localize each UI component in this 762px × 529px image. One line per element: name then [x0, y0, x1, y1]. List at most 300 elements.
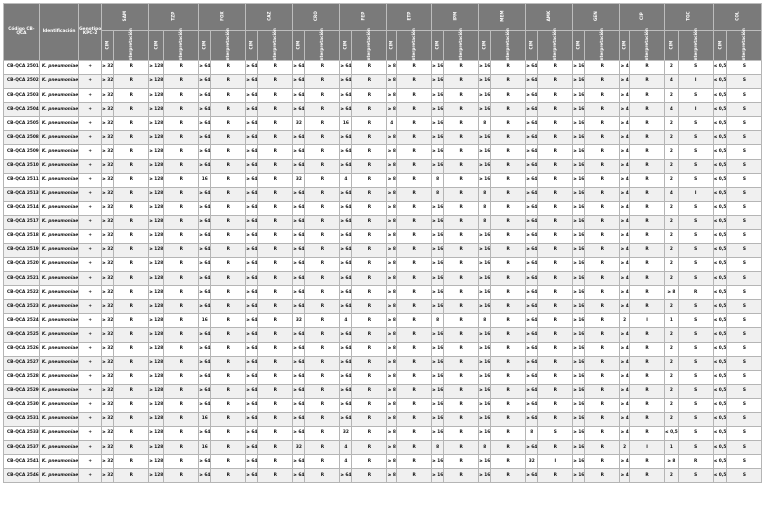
mic-value-cell: ≥ 16 [573, 342, 585, 356]
mic-value-cell: ≤ 0,5 [713, 173, 727, 187]
interpretation-cell: R [258, 427, 293, 441]
mic-value-cell: ≥ 8 [387, 159, 397, 173]
genotype-cell: + [79, 244, 102, 258]
subheader-interpretacion [164, 27, 199, 62]
mic-value-cell: ≤ 0,5 [713, 131, 727, 145]
interpretation-cell: R [585, 398, 620, 412]
mic-value-cell: ≥ 64 [526, 469, 538, 483]
interpretation-cell: S [678, 131, 713, 145]
antibiotic-label: GEN [593, 11, 599, 22]
mic-value-cell: ≥ 4 [620, 201, 630, 215]
mic-value-cell: 2 [620, 314, 630, 328]
strain-code-cell: CB-QCA 2546 [4, 469, 40, 483]
interpretation-cell: R [444, 384, 479, 398]
table-row [4, 412, 762, 426]
interpretation-cell: R [352, 328, 387, 342]
mic-value-cell: ≤ 0,5 [713, 370, 727, 384]
mic-value-cell: 2 [665, 258, 679, 272]
mic-value-cell: ≥ 64 [526, 89, 538, 103]
mic-value-cell: ≥ 128 [149, 286, 164, 300]
mic-value-cell: ≥ 4 [620, 145, 630, 159]
mic-value-cell: ≥ 32 [102, 244, 114, 258]
subheader-interpretacion [491, 27, 526, 62]
interpretation-cell: R [630, 300, 665, 314]
interpretation-cell: R [164, 286, 199, 300]
strain-code-cell: CB-QCA 2518 [4, 229, 40, 243]
interpretation-cell: R [585, 427, 620, 441]
strain-code-cell: CB-QCA 2528 [4, 370, 40, 384]
mic-value-cell: ≥ 64 [526, 300, 538, 314]
identification-cell: K. pneumoniae [39, 159, 78, 173]
interpretation-cell: R [397, 229, 432, 243]
mic-value-cell: 16 [199, 173, 211, 187]
mic-value-cell: 2 [665, 201, 679, 215]
mic-value-cell: ≥ 64 [526, 384, 538, 398]
subheader-label: CIM [295, 40, 301, 50]
mic-value-cell: ≥ 64 [340, 89, 352, 103]
subheader-cim [620, 31, 630, 61]
interpretation-cell: I [678, 75, 713, 89]
interpretation-cell: R [444, 272, 479, 286]
interpretation-cell: R [211, 412, 246, 426]
antibiotic-label: TZP [170, 11, 176, 21]
mic-value-cell: ≥ 64 [199, 187, 211, 201]
mic-value-cell: ≥ 32 [102, 286, 114, 300]
interpretation-cell: R [164, 159, 199, 173]
mic-value-cell: 2 [665, 300, 679, 314]
interpretation-cell: S [727, 75, 762, 89]
antibiotic-label: COL [734, 11, 740, 21]
interpretation-cell: R [164, 412, 199, 426]
mic-value-cell: ≥ 128 [149, 427, 164, 441]
mic-value-cell: ≥ 8 [387, 61, 397, 75]
interpretation-cell: R [211, 159, 246, 173]
mic-value-cell: 2 [665, 215, 679, 229]
interpretation-cell: R [211, 342, 246, 356]
mic-value-cell: ≥ 128 [149, 384, 164, 398]
interpretation-cell: R [211, 131, 246, 145]
table-row [4, 131, 762, 145]
interpretation-cell: R [491, 300, 526, 314]
mic-value-cell: ≥ 64 [246, 117, 258, 131]
genotype-cell: + [79, 89, 102, 103]
interpretation-cell: R [305, 215, 340, 229]
interpretation-cell: R [678, 455, 713, 469]
mic-value-cell: ≥ 32 [102, 384, 114, 398]
interpretation-cell: R [491, 215, 526, 229]
interpretation-cell: R [352, 469, 387, 483]
interpretation-cell: S [727, 187, 762, 201]
interpretation-cell: R [630, 272, 665, 286]
mic-value-cell: ≥ 4 [620, 173, 630, 187]
mic-value-cell: ≥ 4 [620, 455, 630, 469]
interpretation-cell: R [305, 103, 340, 117]
interpretation-cell: R [585, 215, 620, 229]
mic-value-cell: ≥ 32 [102, 117, 114, 131]
mic-value-cell: ≥ 32 [102, 469, 114, 483]
mic-value-cell: ≥ 32 [102, 89, 114, 103]
mic-value-cell: ≥ 32 [102, 427, 114, 441]
interpretation-cell: R [585, 244, 620, 258]
mic-value-cell: ≥ 16 [479, 384, 491, 398]
interpretation-cell: R [114, 370, 149, 384]
identification-cell: K. pneumoniae [39, 103, 78, 117]
mic-value-cell: 32 [293, 441, 305, 455]
strain-code-cell: CB-QCA 2521 [4, 272, 40, 286]
interpretation-cell: R [444, 103, 479, 117]
mic-value-cell: ≥ 64 [246, 314, 258, 328]
interpretation-cell: R [305, 314, 340, 328]
interpretation-cell: R [114, 469, 149, 483]
interpretation-cell: R [538, 412, 573, 426]
interpretation-cell: S [678, 356, 713, 370]
interpretation-cell: R [491, 61, 526, 75]
interpretation-cell: S [678, 398, 713, 412]
interpretation-cell: R [491, 229, 526, 243]
mic-value-cell: ≥ 128 [149, 145, 164, 159]
interpretation-cell: R [258, 131, 293, 145]
mic-value-cell: 8 [432, 441, 444, 455]
interpretation-cell: R [305, 356, 340, 370]
interpretation-cell: R [491, 328, 526, 342]
interpretation-cell: R [258, 89, 293, 103]
genotype-cell: + [79, 300, 102, 314]
genotype-cell: + [79, 201, 102, 215]
interpretation-cell: R [444, 244, 479, 258]
identification-cell: K. pneumoniae [39, 145, 78, 159]
mic-value-cell: ≥ 16 [573, 300, 585, 314]
subheader-label: Interpretación [552, 27, 558, 62]
mic-value-cell: ≥ 32 [102, 455, 114, 469]
mic-value-cell: ≥ 64 [246, 75, 258, 89]
interpretation-cell: R [444, 455, 479, 469]
identification-cell: K. pneumoniae [39, 455, 78, 469]
interpretation-cell: R [585, 314, 620, 328]
mic-value-cell: ≥ 16 [479, 61, 491, 75]
mic-value-cell: ≥ 16 [573, 173, 585, 187]
mic-value-cell: ≥ 16 [432, 384, 444, 398]
mic-value-cell: ≥ 4 [620, 89, 630, 103]
subheader-interpretacion [444, 27, 479, 62]
header-antibiotic [340, 4, 387, 31]
interpretation-cell: S [727, 342, 762, 356]
interpretation-cell: S [727, 145, 762, 159]
interpretation-cell: R [305, 159, 340, 173]
mic-value-cell: ≥ 64 [293, 356, 305, 370]
interpretation-cell: R [352, 103, 387, 117]
mic-value-cell: 8 [479, 187, 491, 201]
mic-value-cell: ≥ 8 [387, 215, 397, 229]
interpretation-cell: R [352, 75, 387, 89]
interpretation-cell: R [585, 131, 620, 145]
table-row [4, 272, 762, 286]
interpretation-cell: R [114, 244, 149, 258]
subheader-label: CIM [668, 40, 674, 50]
mic-value-cell: ≥ 64 [526, 258, 538, 272]
interpretation-cell: R [114, 229, 149, 243]
mic-value-cell: ≥ 128 [149, 215, 164, 229]
interpretation-cell: R [444, 131, 479, 145]
interpretation-cell: S [727, 159, 762, 173]
interpretation-cell: R [538, 229, 573, 243]
strain-code-cell: CB-QCA 2523 [4, 300, 40, 314]
mic-value-cell: ≥ 4 [620, 215, 630, 229]
interpretation-cell: S [678, 370, 713, 384]
genotype-cell: + [79, 75, 102, 89]
interpretation-cell: R [585, 117, 620, 131]
mic-value-cell: ≥ 128 [149, 258, 164, 272]
mic-value-cell: ≥ 32 [102, 131, 114, 145]
interpretation-cell: R [538, 145, 573, 159]
mic-value-cell: ≥ 64 [340, 370, 352, 384]
mic-value-cell: ≥ 64 [199, 469, 211, 483]
subheader-label: CIM [201, 40, 207, 50]
mic-value-cell: ≥ 32 [102, 187, 114, 201]
mic-value-cell: ≥ 16 [573, 314, 585, 328]
interpretation-cell: R [305, 370, 340, 384]
identification-cell: K. pneumoniae [39, 427, 78, 441]
table-row [4, 286, 762, 300]
genotype-cell: + [79, 131, 102, 145]
mic-value-cell: ≥ 32 [102, 173, 114, 187]
antibiotic-label: AMK [546, 10, 552, 22]
interpretation-cell: R [305, 469, 340, 483]
interpretation-cell: R [258, 145, 293, 159]
antibiotic-label: FEP [360, 11, 366, 21]
mic-value-cell: ≥ 32 [102, 342, 114, 356]
mic-value-cell: ≥ 64 [246, 131, 258, 145]
mic-value-cell: ≥ 4 [620, 244, 630, 258]
mic-value-cell: ≥ 64 [199, 286, 211, 300]
interpretation-cell: S [727, 215, 762, 229]
mic-value-cell: ≥ 8 [387, 187, 397, 201]
interpretation-cell: R [305, 455, 340, 469]
interpretation-cell: R [397, 455, 432, 469]
mic-value-cell: ≥ 32 [102, 201, 114, 215]
mic-value-cell: ≥ 8 [387, 103, 397, 117]
interpretation-cell: R [352, 342, 387, 356]
interpretation-cell: R [258, 286, 293, 300]
mic-value-cell: ≥ 16 [573, 398, 585, 412]
interpretation-cell: R [630, 229, 665, 243]
mic-value-cell: ≥ 16 [432, 117, 444, 131]
mic-value-cell: ≥ 16 [573, 455, 585, 469]
mic-value-cell: ≥ 64 [340, 61, 352, 75]
interpretation-cell: R [114, 398, 149, 412]
mic-value-cell: ≥ 32 [102, 300, 114, 314]
subheader-label: CIM [104, 40, 110, 50]
mic-value-cell: ≥ 64 [293, 215, 305, 229]
interpretation-cell: S [727, 469, 762, 483]
interpretation-cell: R [444, 159, 479, 173]
genotype-cell: + [79, 427, 102, 441]
mic-value-cell: ≥ 64 [526, 356, 538, 370]
antibiotic-label: CRO [313, 11, 319, 22]
interpretation-cell: R [164, 441, 199, 455]
mic-value-cell: ≥ 32 [102, 370, 114, 384]
mic-value-cell: ≥ 64 [293, 384, 305, 398]
mic-value-cell: 4 [387, 117, 397, 131]
mic-value-cell: 2 [665, 89, 679, 103]
interpretation-cell: R [491, 314, 526, 328]
interpretation-cell: R [305, 244, 340, 258]
interpretation-cell: R [305, 89, 340, 103]
interpretation-cell: R [352, 356, 387, 370]
mic-value-cell: ≥ 16 [479, 131, 491, 145]
antibiotic-label: TGC [685, 11, 691, 21]
mic-value-cell: 2 [665, 131, 679, 145]
mic-value-cell: 2 [665, 356, 679, 370]
table-header [4, 4, 762, 61]
mic-value-cell: ≥ 4 [620, 131, 630, 145]
interpretation-cell: R [538, 314, 573, 328]
mic-value-cell: ≥ 128 [149, 201, 164, 215]
subheader-label: CIM [342, 40, 348, 50]
interpretation-cell: R [352, 412, 387, 426]
mic-value-cell: ≥ 8 [387, 229, 397, 243]
mic-value-cell: ≥ 64 [340, 187, 352, 201]
interpretation-cell: R [164, 187, 199, 201]
mic-value-cell: ≥ 4 [620, 272, 630, 286]
interpretation-cell: R [538, 258, 573, 272]
mic-value-cell: ≥ 64 [340, 145, 352, 159]
interpretation-cell: R [114, 215, 149, 229]
interpretation-cell: R [352, 201, 387, 215]
interpretation-cell: R [444, 215, 479, 229]
antibiotic-label: CIP [639, 12, 645, 21]
interpretation-cell: R [397, 215, 432, 229]
interpretation-cell: R [114, 145, 149, 159]
mic-value-cell: ≥ 16 [479, 286, 491, 300]
table-body [4, 61, 762, 483]
mic-value-cell: ≥ 16 [573, 356, 585, 370]
identification-cell: K. pneumoniae [39, 229, 78, 243]
mic-value-cell: ≥ 64 [340, 75, 352, 89]
mic-value-cell: ≥ 64 [199, 89, 211, 103]
interpretation-cell: R [585, 286, 620, 300]
mic-value-cell: 1 [665, 314, 679, 328]
interpretation-cell: S [727, 314, 762, 328]
interpretation-cell: R [258, 258, 293, 272]
interpretation-cell: R [397, 117, 432, 131]
header-antibiotic [479, 4, 526, 31]
subheader-cim [387, 31, 397, 61]
mic-value-cell: ≥ 64 [293, 201, 305, 215]
interpretation-cell: R [258, 412, 293, 426]
mic-value-cell: 2 [665, 398, 679, 412]
interpretation-cell: R [258, 300, 293, 314]
subheader-interpretacion [352, 27, 387, 62]
subheader-label: Interpretación [272, 27, 278, 62]
mic-value-cell: ≥ 16 [432, 328, 444, 342]
subheader-interpretacion [630, 27, 665, 62]
mic-value-cell: 2 [665, 342, 679, 356]
mic-value-cell: ≥ 128 [149, 187, 164, 201]
mic-value-cell: ≥ 16 [573, 286, 585, 300]
identification-cell: K. pneumoniae [39, 61, 78, 75]
identification-cell: K. pneumoniae [39, 187, 78, 201]
genotype-cell: + [79, 370, 102, 384]
interpretation-cell: R [258, 187, 293, 201]
interpretation-cell: R [397, 412, 432, 426]
interpretation-cell: I [538, 455, 573, 469]
interpretation-cell: R [538, 244, 573, 258]
interpretation-cell: R [585, 258, 620, 272]
interpretation-cell: R [630, 384, 665, 398]
mic-value-cell: ≤ 0,5 [713, 201, 727, 215]
mic-value-cell: ≥ 64 [340, 342, 352, 356]
mic-value-cell: ≥ 16 [479, 356, 491, 370]
interpretation-cell: S [678, 300, 713, 314]
interpretation-cell: R [397, 131, 432, 145]
interpretation-cell: R [305, 412, 340, 426]
mic-value-cell: ≤ 0,5 [713, 244, 727, 258]
interpretation-cell: R [630, 370, 665, 384]
mic-value-cell: ≥ 32 [102, 441, 114, 455]
mic-value-cell: ≥ 8 [387, 258, 397, 272]
interpretation-cell: R [444, 328, 479, 342]
interpretation-cell: R [538, 300, 573, 314]
mic-value-cell: ≤ 0,5 [713, 117, 727, 131]
interpretation-cell: R [444, 117, 479, 131]
interpretation-cell: R [114, 300, 149, 314]
mic-value-cell: ≥ 64 [293, 258, 305, 272]
mic-value-cell: ≥ 16 [479, 342, 491, 356]
identification-cell: K. pneumoniae [39, 131, 78, 145]
interpretation-cell: R [164, 300, 199, 314]
strain-code-cell: CB-QCA 2533 [4, 427, 40, 441]
subheader-interpretacion [538, 27, 573, 62]
mic-value-cell: ≥ 64 [293, 469, 305, 483]
interpretation-cell: R [164, 469, 199, 483]
mic-value-cell: ≤ 0,5 [713, 342, 727, 356]
mic-value-cell: ≥ 64 [526, 131, 538, 145]
mic-value-cell: ≥ 64 [340, 398, 352, 412]
interpretation-cell: R [305, 300, 340, 314]
table-row [4, 314, 762, 328]
interpretation-cell: R [538, 286, 573, 300]
interpretation-cell: R [352, 441, 387, 455]
interpretation-cell: R [397, 286, 432, 300]
interpretation-cell: R [352, 61, 387, 75]
interpretation-cell: R [397, 258, 432, 272]
mic-value-cell: ≥ 64 [293, 89, 305, 103]
subheader-label: Interpretación [692, 27, 698, 62]
interpretation-cell: S [678, 244, 713, 258]
genotype-cell: + [79, 328, 102, 342]
interpretation-cell: R [538, 441, 573, 455]
identification-cell: K. pneumoniae [39, 342, 78, 356]
antibiotic-label: FOX [219, 11, 225, 22]
subheader-interpretacion [258, 27, 293, 62]
mic-value-cell: ≥ 16 [479, 75, 491, 89]
mic-value-cell: ≥ 128 [149, 61, 164, 75]
subheader-interpretacion [114, 27, 149, 62]
mic-value-cell: ≥ 16 [479, 370, 491, 384]
mic-value-cell: ≥ 8 [387, 328, 397, 342]
interpretation-cell: R [305, 229, 340, 243]
interpretation-cell: S [727, 61, 762, 75]
interpretation-cell: R [305, 131, 340, 145]
mic-value-cell: ≥ 128 [149, 159, 164, 173]
mic-value-cell: ≥ 64 [340, 300, 352, 314]
interpretation-cell: R [397, 370, 432, 384]
mic-value-cell: ≥ 4 [620, 328, 630, 342]
interpretation-cell: S [678, 61, 713, 75]
table-row [4, 469, 762, 483]
mic-value-cell: ≥ 16 [479, 103, 491, 117]
mic-value-cell: 4 [340, 314, 352, 328]
